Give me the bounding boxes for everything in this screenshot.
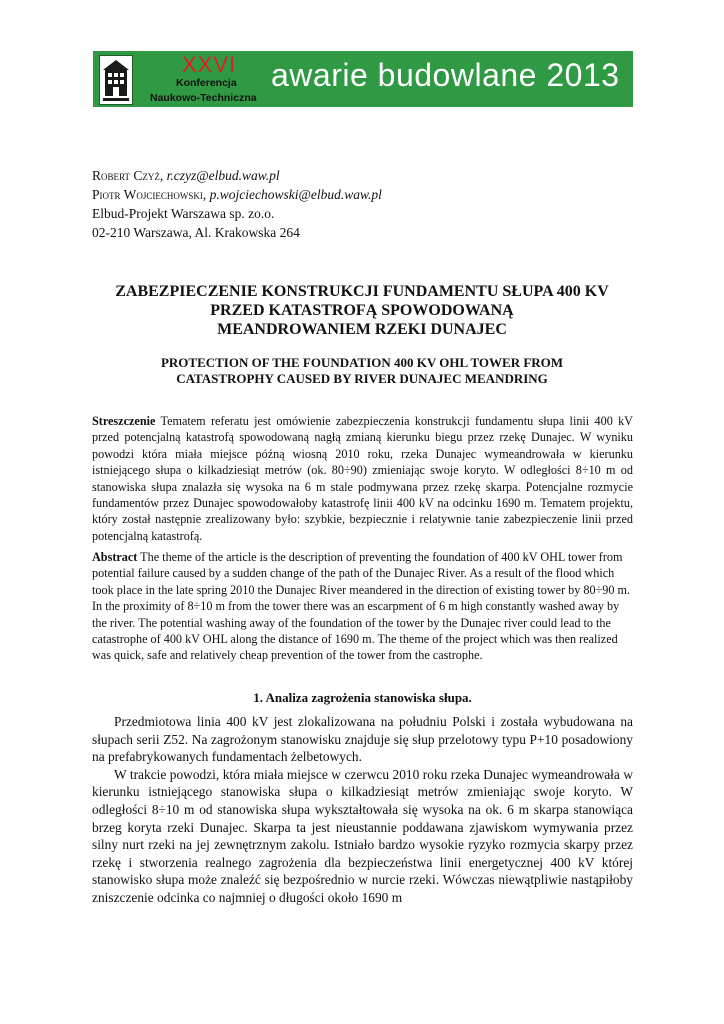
building-logo-icon — [99, 55, 133, 105]
author-1: Robert Czyż, r.czyz@elbud.waw.pl — [92, 168, 280, 183]
abstract-paragraph — [92, 549, 633, 664]
section-heading: 1. Analiza zagrożenia stanowiska słupa. — [253, 690, 472, 705]
author-2: Piotr Wojciechowski, p.wojciechowski@elbud.waw.pl — [92, 187, 382, 202]
abstract-text: The theme of the article is the description of preventing the foundation of 400 kV OHL tower from potential failure caused by a sudden change of the path of the Dunajec River. As a result of the flood which took place in the late spring 2010 the Dunajec River meandered in the direction of existing tower by 80÷90 m. In the proximity of 8÷10 m from the tower there was an escarpment of 6 m high constantly washed away by the river. The potential washing away of the foundation of the tower by the Dunajec river could lead to the catastrophe of 400 kV OHL along the distance of 1690 m. The theme of the project which was then realized was quick, safe and relatively cheap prevention of the tower from the castrophe. — [92, 550, 631, 663]
company: Elbud-Projekt Warszawa sp. zo.o. — [92, 206, 275, 221]
author-2-name: Piotr Wojciechowski — [92, 187, 203, 202]
streszczenie-label: Streszczenie — [92, 414, 156, 428]
paper-title-polish — [60, 282, 664, 339]
conference-banner — [93, 51, 633, 107]
conference-type: Naukowo-Techniczna — [150, 92, 257, 104]
author-block — [92, 166, 382, 242]
streszczenie-paragraph — [92, 413, 633, 544]
body-paragraph: W trakcie powodzi, która miała miejsce w czerwcu 2010 roku rzeka Dunajec wymeandrowała w kierunku istniejącego stanowiska słupa o kilkadziesiąt metrów zmieniając swoje koryto. W odległości 8÷10 m od stanowiska słupa wykształtowała się wysoka na ok. 6 m skarpa stanowiąca brzeg koryta rzeki Dunajec. Skarpa ta jest nieustannie poddawana zjawiskom wymywania przez silny nurt rzeki na jej zewnętrznym zakolu. Istniało bardzo wysokie ryzyko rozmycia skarpy przez rzekę i stworzenia realnego zagrożenia dla bezpieczeństwa linii energetycznej 400 kV której stanowisko słupa może znaleźć się bezpośrednio w nurcie rzeki. Wówczas niewątpliwie nastąpiłoby zniszczenie odcinka co najmniej o długości około 1690 m — [92, 766, 633, 905]
address: 02-210 Warszawa, Al. Krakowska 264 — [92, 225, 300, 240]
title-en-line: CATASTROPHY CAUSED BY RIVER DUNAJEC MEANDRING — [176, 371, 548, 386]
streszczenie-text: Tematem referatu jest omówienie zabezpieczenia konstrukcji fundamentu słupa linii 400 kV przed potencjalną katastrofą spowodowaną nagłą zmianą kierunku biegu przez rzekę Dunajec. W wyniku powodzi która miała miejsce późną wiosną 2010 roku, rzeka Dunajec wymeandrowała w kierunku istniejącego słupa o kilkadziesiąt metrów (ok. 80÷90) zmieniając swoje koryto. W odległości 8÷10 m od stanowiska słupa znalazła się wysoka na 6 m stale podmywana przez rzekę skarpa. Potencjalne rozmycie fundamentów przez Dunajec spowodowałoby katastrofę linii 400 kV na odcinku 1690 m. Tematem projektu, który został następnie zrealizowany było: szybkie, bezpiecznie i relatywnie tanie zabezpieczenie linii przed potencjalną katastrofą. — [92, 414, 633, 543]
author-1-name: Robert Czyż — [92, 168, 160, 183]
conference-label: Konferencja — [176, 77, 237, 89]
conference-number: XXVI — [182, 52, 237, 77]
author-1-email[interactable]: r.czyz@elbud.waw.pl — [166, 168, 280, 183]
paper-title-english — [60, 355, 664, 387]
title-pl-line: MEANDROWANIEM RZEKI DUNAJEC — [217, 321, 507, 338]
title-en-line: PROTECTION OF THE FOUNDATION 400 KV OHL TOWER FROM — [160, 355, 564, 370]
section-body — [92, 713, 633, 907]
author-2-email[interactable]: p.wojciechowski@elbud.waw.pl — [209, 187, 382, 202]
abstract-label: Abstract — [92, 550, 138, 564]
title-pl-line: ZABEZPIECZENIE KONSTRUKCJI FUNDAMENTU SŁUPA 400 KV — [115, 283, 609, 300]
title-pl-line: PRZED KATASTROFĄ SPOWODOWANĄ — [210, 302, 514, 319]
conference-title: awarie budowlane 2013 — [271, 57, 620, 93]
body-paragraph: Przedmiotowa linia 400 kV jest zlokalizowana na południu Polski i została wybudowana na słupach serii Z52. Na zagrożonym stanowisku znajduje się słup przelotowy typu P+10 posadowiony na prefabrykowanych fundamentach żelbetowych. — [92, 714, 633, 765]
